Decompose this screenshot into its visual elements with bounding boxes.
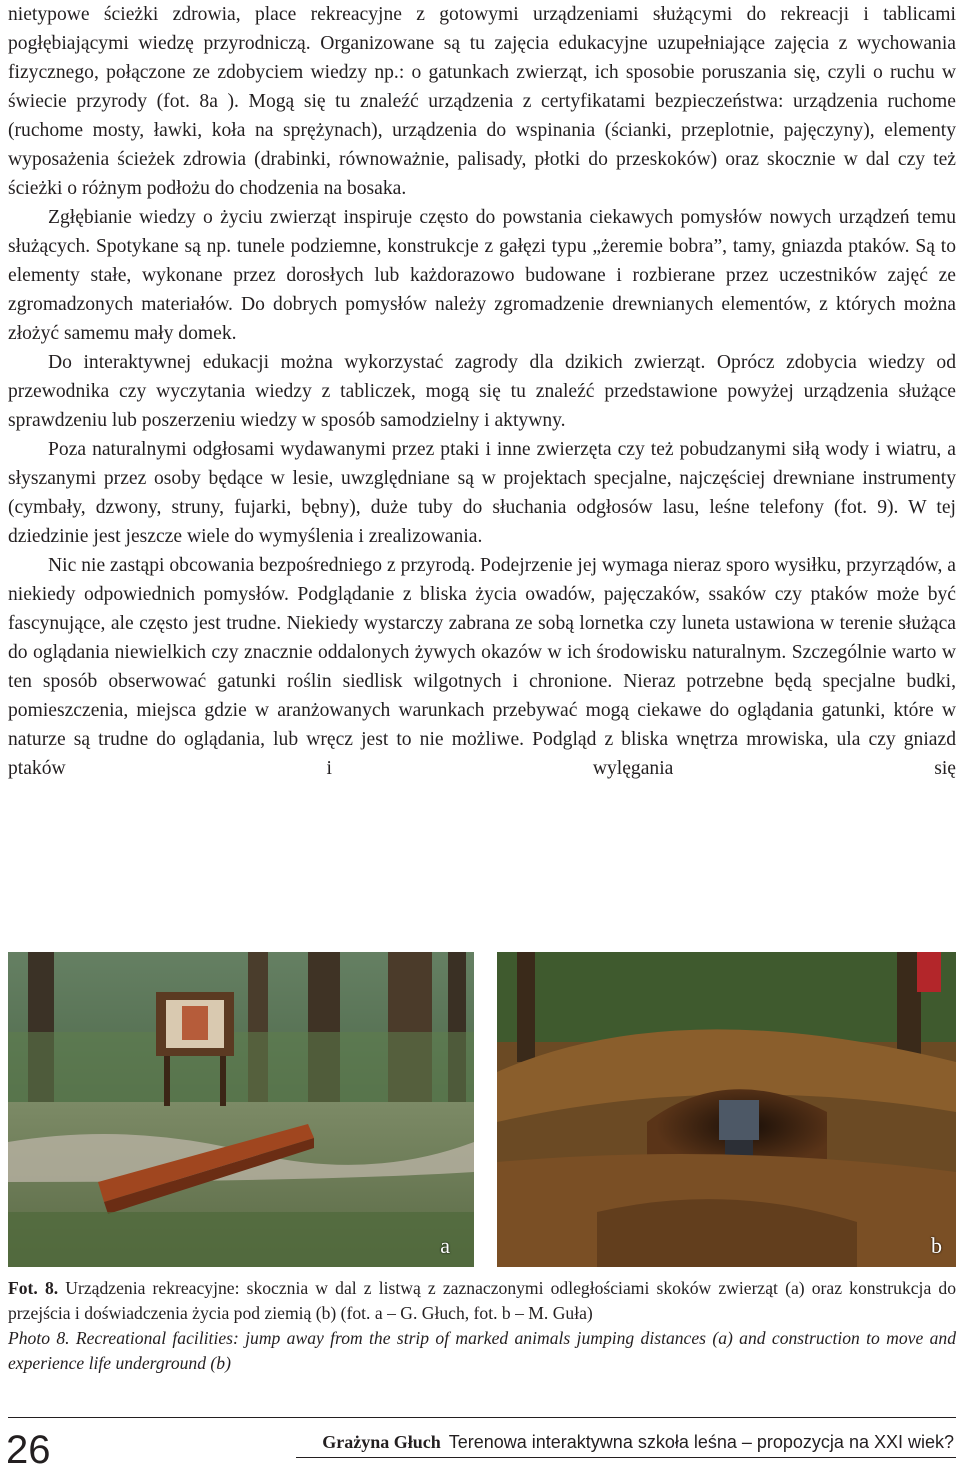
figure-caption — [8, 1276, 956, 1376]
caption-polish — [8, 1276, 956, 1326]
caption-polish-text: Urządzenia rekreacyjne: skocznia w dal z listwą z zaznaczonymi odległościami skoków zwierząt (a) oraz konstrukcja do przejścia i doświadczenia życia pod ziemią (b) (fot. a – G. Głuch, fot. b – M. Guła) — [8, 1278, 956, 1323]
running-head-underline — [296, 1457, 956, 1458]
paragraph-5: Nic nie zastąpi obcowania bezpośredniego z przyrodą. Podejrzenie jej wymaga nieraz sporo wysiłku, przyrządów, a niekiedy odpowiednich pomysłów. Podglądanie z bliska życia owadów, pajęczaków, ssaków czy ptaków może być fascynujące, ale często jest trudne. Niekiedy wystarczy zabrana ze sobą lornetka czy luneta ustawiona w terenie służąca do oglądania niewielkich czy znacznie oddalonych żywych okazów w ich środowisku naturalnym. Szczególnie warto w ten sposób obserwować gatunki roślin siedlisk wilgotnych i chronione. Nieraz potrzebne będą specjalne budki, pomieszczenia, miejsca gdzie w aranżowanych warunkach przebywać mogą ciekawe do oglądania gatunki, które w naturze są trudne do oglądania, lub wręcz jest to nie możliwe. Podgląd z bliska wnętrza mrowiska, ula czy gniazd ptaków i wylęgania się — [8, 555, 956, 779]
running-head — [322, 1430, 954, 1454]
caption-english: Photo 8. Recreational facilities: jump away from the strip of marked animals jumping distances (a) and construction to move and experience life underground (b) — [8, 1328, 956, 1373]
article-body — [8, 0, 956, 783]
running-head-title: Terenowa interaktywna szkoła leśna – propozycja na XXI wiek? — [448, 1432, 954, 1452]
paragraph-2: Zgłębianie wiedzy o życiu zwierząt inspiruje często do powstania ciekawych pomysłów nowych urządzeń temu służących. Spotykane są np. tunele podziemne, konstrukcje z gałęzi typu „żeremie bobra”, tamy, gniazda ptaków. Są to elementy stałe, wykonane przez dorosłych lub każdorazowo budowane i rozbierane przez uczestników zajęć ze zgromadzonych materiałów. Do dobrych pomysłów należy zgromadzenie drewnianych elementów, z których można złożyć samemu mały domek. — [8, 207, 956, 344]
photo-b-underground-tunnel — [497, 952, 956, 1267]
paragraph-1: nietypowe ścieżki zdrowia, place rekreacyjne z gotowymi urządzeniami służącymi do rekreacji i tablicami pogłębiającymi wiedzę przyrodniczą. Organizowane są tu zajęcia edukacyjne uzupełniające zajęcia z wychowania fizycznego, połączone ze zdobyciem wiedzy np.: o gatunkach zwierząt, ich sposobie poruszania się, czyli o ruchu w świecie przyrody (fot. 8a ). Mogą się tu znaleźć urządzenia z certyfikatami bezpieczeństwa: urządzenia ruchome (ruchome mosty, ławki, koła na sprężynach), urządzenia do wspinania (ścianki, przeplotnie, pajęczyny), elementy wyposażenia ścieżek zdrowia (drabinki, równoważnie, palisady, płotki do przeskoków) oraz skocznie w dal czy też ścieżki o różnym podłożu do chodzenia na bosaka. — [8, 4, 956, 199]
photo-b-label: b — [931, 1233, 942, 1258]
paragraph-4: Poza naturalnymi odgłosami wydawanymi przez ptaki i inne zwierzęta czy też pobudzanymi siłą wody i wiatru, a słyszanymi przez osoby będące w lesie, uwzględniane są w projektach specjalne, najczęściej drewniane instrumenty (cymbały, dzwony, struny, fujarki, bębny), duże tuby do słuchania odgłosów lasu, leśne telefony (fot. 9). W tej dziedzinie jest jeszcze wiele do wymyślenia i zrealizowania. — [8, 439, 956, 547]
photo-b-illustration — [497, 952, 956, 1267]
footer-rule — [8, 1417, 956, 1418]
page-number: 26 — [6, 1428, 51, 1472]
photo-a-illustration — [8, 952, 474, 1267]
photo-a-jump-strip — [8, 952, 474, 1267]
paragraph-3: Do interaktywnej edukacji można wykorzystać zagrody dla dzikich zwierząt. Oprócz zdobycia wiedzy od przewodnika czy wyczytania wiedzy z tabliczek, mogą się tu znaleźć przedstawione powyżej urządzenia służące sprawdzeniu lub poszerzeniu wiedzy w sposób samodzielny i aktywny. — [8, 352, 956, 431]
photo-a-label: a — [440, 1233, 450, 1258]
running-head-author: Grażyna Głuch — [322, 1432, 441, 1452]
caption-figure-label: Fot. 8. — [8, 1278, 59, 1298]
